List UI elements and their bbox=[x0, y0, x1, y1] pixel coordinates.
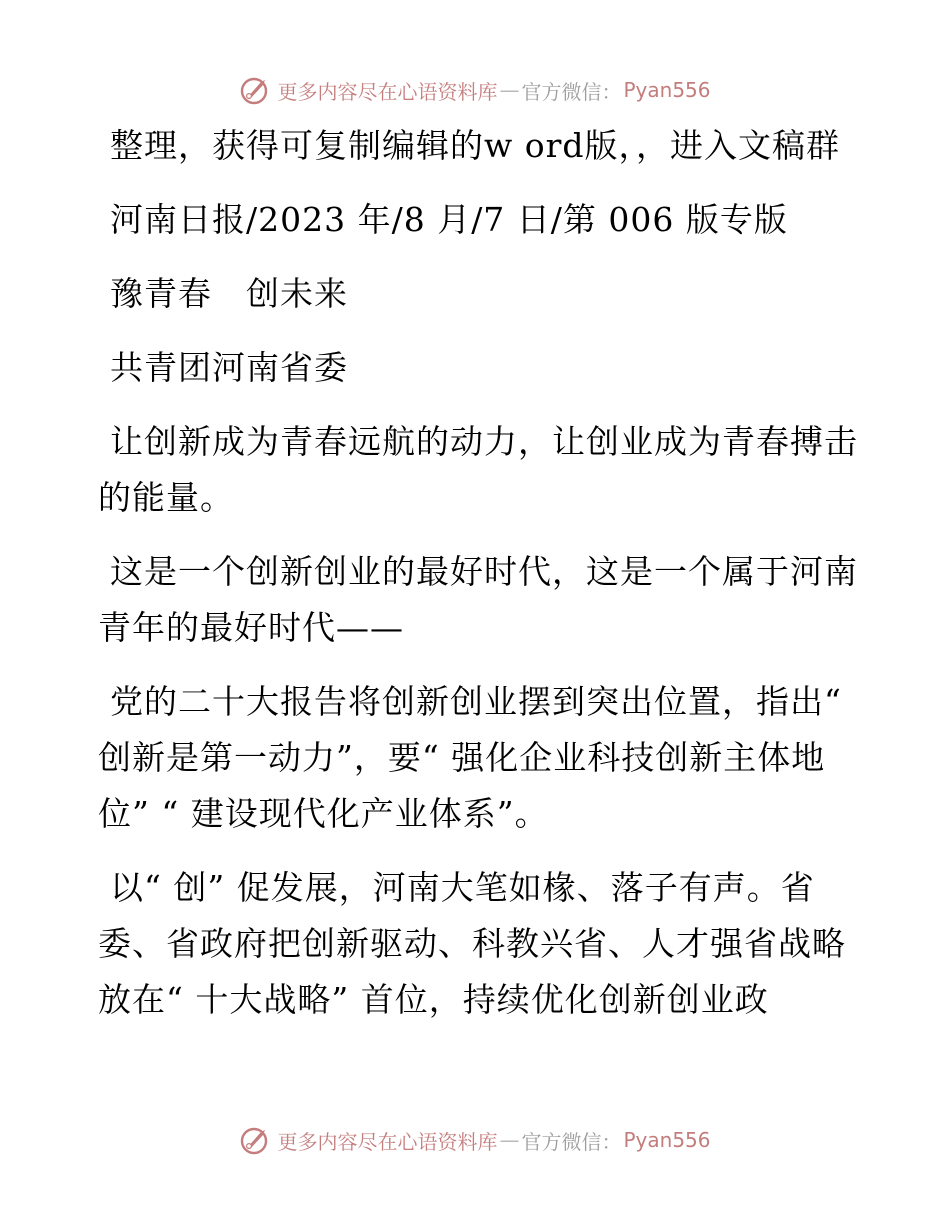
watermark-wechat-id: Pyan556 bbox=[623, 78, 711, 102]
paragraph-body-1: 让创新成为青春远航的动力，让创业成为青春搏击的能量。 bbox=[98, 422, 858, 517]
paragraph-body-4: 以“ 创” 促发展，河南大笔如椽、落子有声。省委、省政府把创新驱动、科教兴省、人才强省战略放在“ 十大战略” 首位，持续优化创新创业政 bbox=[98, 868, 846, 1019]
paragraph-author: 共青团河南省委 bbox=[110, 348, 348, 387]
watermark-label: 官方微信： bbox=[521, 1129, 622, 1154]
watermark-label: 官方微信： bbox=[521, 79, 622, 104]
paragraph-body-2: 这是一个创新创业的最好时代，这是一个属于河南青年的最好时代—— bbox=[98, 552, 858, 647]
paragraph-body-3: 党的二十大报告将创新创业摆到突出位置，指出“ 创新是第一动力”，要“ 强化企业科技创新主体地位” “ 建设现代化产业体系”。 bbox=[98, 682, 842, 833]
watermark-dash: — bbox=[499, 78, 520, 102]
watermark-site-text: 更多内容尽在心语资料库 bbox=[277, 1129, 498, 1154]
watermark-footer bbox=[0, 1120, 950, 1160]
quill-seal-icon bbox=[239, 1124, 271, 1156]
paragraph-intro-note: 整理，获得可复制编辑的w ord版，，进入文稿群 bbox=[110, 126, 841, 165]
watermark-header bbox=[0, 70, 950, 110]
watermark-site-text: 更多内容尽在心语资料库 bbox=[277, 79, 498, 104]
quill-seal-icon bbox=[239, 74, 271, 106]
watermark-wechat-id: Pyan556 bbox=[623, 1128, 711, 1152]
document-body bbox=[98, 118, 858, 1046]
paragraph-headline: 豫青春 创未来 bbox=[110, 274, 348, 313]
paragraph-source-line: 河南日报/2023 年/8 月/7 日/第 006 版专版 bbox=[110, 200, 788, 239]
watermark-dash: — bbox=[499, 1128, 520, 1152]
